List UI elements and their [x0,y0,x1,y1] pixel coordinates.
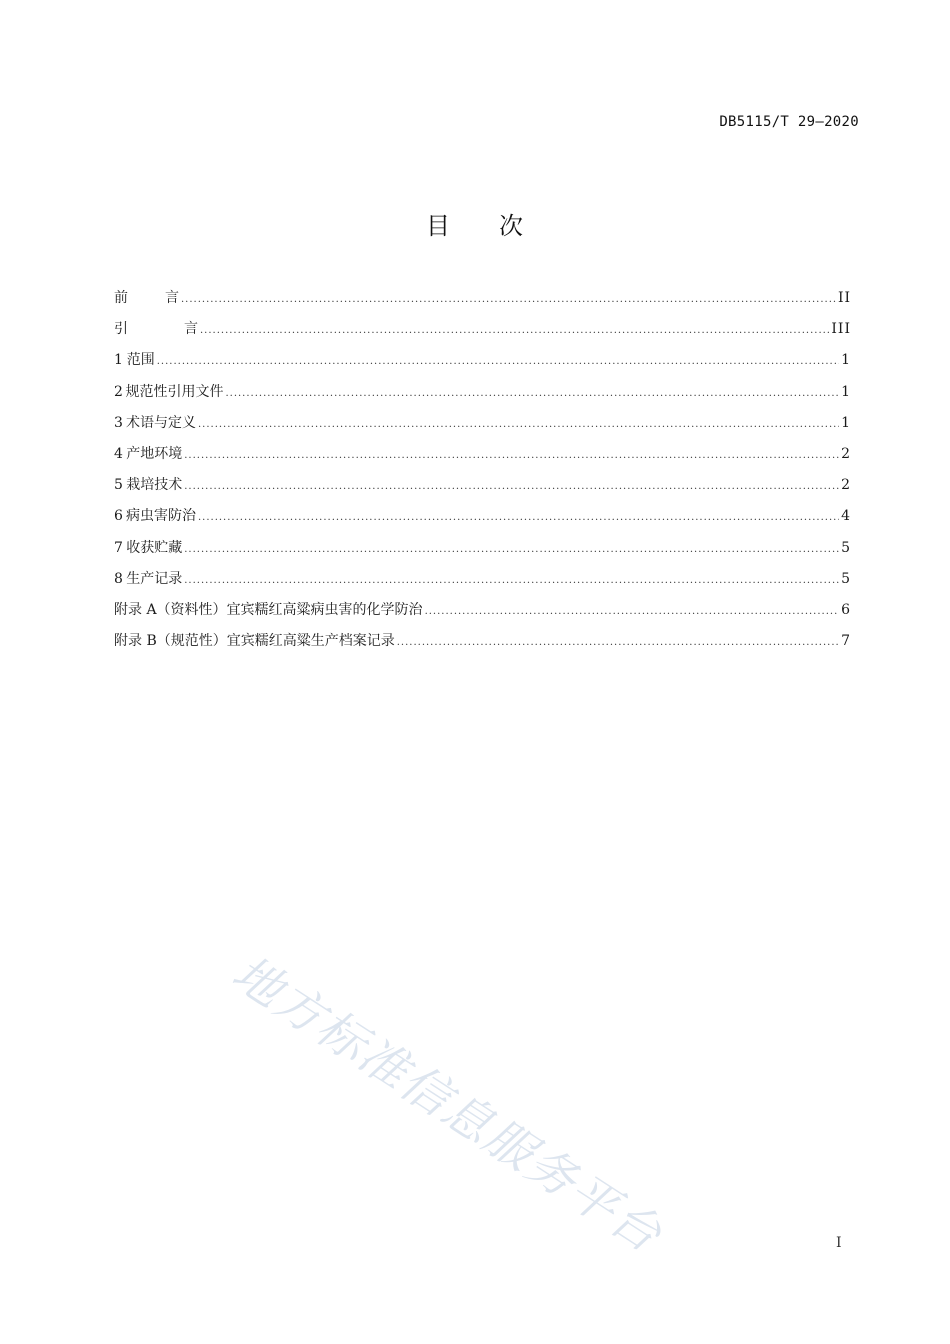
toc-entry-page: 1 [841,383,851,400]
toc-entry-label: 产地环境 [126,445,183,462]
toc-leader-dots [425,606,840,617]
toc-entry-label: 规范性引用文件 [125,383,224,400]
toc-leader-dots [198,419,839,430]
toc-entry-page: 4 [841,508,851,525]
toc-entry-number: 5 [114,477,123,494]
toc-title-char-1: 目 [426,212,451,240]
toc-entry-page: 2 [841,445,851,462]
toc-entry-4[interactable] [114,443,851,474]
toc-entry-page: II [837,290,851,306]
toc-appendix-prefix: 附录 B（规范性） [114,633,227,650]
toc-leader-dots [184,544,839,555]
toc-leader-dots [157,356,839,367]
toc-entry-label: 宜宾糯红高粱生产档案记录 [226,633,395,650]
toc-entry-number: 1 [114,352,123,369]
toc-appendix-prefix: 附录 A（资料性） [114,601,227,618]
toc-leader-dots [184,575,839,586]
toc-title-char-2: 次 [499,212,524,240]
toc-entry-page: III [831,321,851,338]
toc-entry-label: 生产记录 [126,570,183,587]
toc-entry-label [114,287,179,307]
toc-entry-number: 3 [114,414,123,431]
toc-entry-number: 8 [114,570,123,587]
document-code: DB5115/T 29—2020 [719,114,859,130]
toc-entry-label [114,318,198,338]
toc-entry-label: 收获贮藏 [126,539,183,556]
toc-entry-page: 6 [841,601,851,618]
toc-entry-label: 栽培技术 [126,477,183,494]
toc-label-part: 言 [184,321,198,338]
toc-label-part: 前 [114,290,128,306]
toc-entry-3[interactable] [114,412,851,443]
toc-leader-dots [397,637,839,648]
toc-entry-8[interactable] [114,568,851,599]
toc-entry-number: 2 [114,383,123,400]
toc-entry-7[interactable] [114,537,851,568]
toc-leader-dots [184,450,839,461]
toc-label-part: 引 [114,321,128,338]
toc-entry-page: 2 [841,477,851,494]
toc-entry-page: 5 [841,570,851,587]
toc-entry-1[interactable] [114,349,851,380]
toc-entry-page: 5 [841,539,851,556]
toc-entry-6[interactable] [114,505,851,536]
toc-leader-dots [225,388,839,399]
toc-entry-label: 范围 [126,352,155,369]
toc-entry-appendix-b[interactable] [114,630,851,661]
toc-entry-number: 7 [114,539,123,556]
toc-entry-number: 6 [114,508,123,525]
toc-leader-dots [198,512,839,523]
toc-entry-introduction[interactable] [114,318,851,349]
toc-entry-page: 7 [841,633,851,650]
toc-leader-dots [200,325,829,336]
toc-entry-page: 1 [841,352,851,369]
toc-entry-label: 病虫害防治 [125,508,196,525]
page-number: I [836,1235,842,1251]
toc-entry-foreword[interactable] [114,287,851,318]
toc-entry-label: 术语与定义 [125,414,196,431]
toc-entry-5[interactable] [114,474,851,505]
toc-entry-label: 宜宾糯红高粱病虫害的化学防治 [226,601,423,618]
toc-list [114,287,851,661]
toc-entry-2[interactable] [114,381,851,412]
watermark: 地方标准信息服务平台 [222,944,673,1265]
toc-entry-appendix-a[interactable] [114,599,851,630]
toc-label-part: 言 [165,290,179,306]
toc-entry-page: 1 [841,414,851,431]
toc-leader-dots [184,481,839,492]
toc-leader-dots [181,294,836,305]
toc-entry-number: 4 [114,445,123,462]
toc-title [0,206,950,241]
